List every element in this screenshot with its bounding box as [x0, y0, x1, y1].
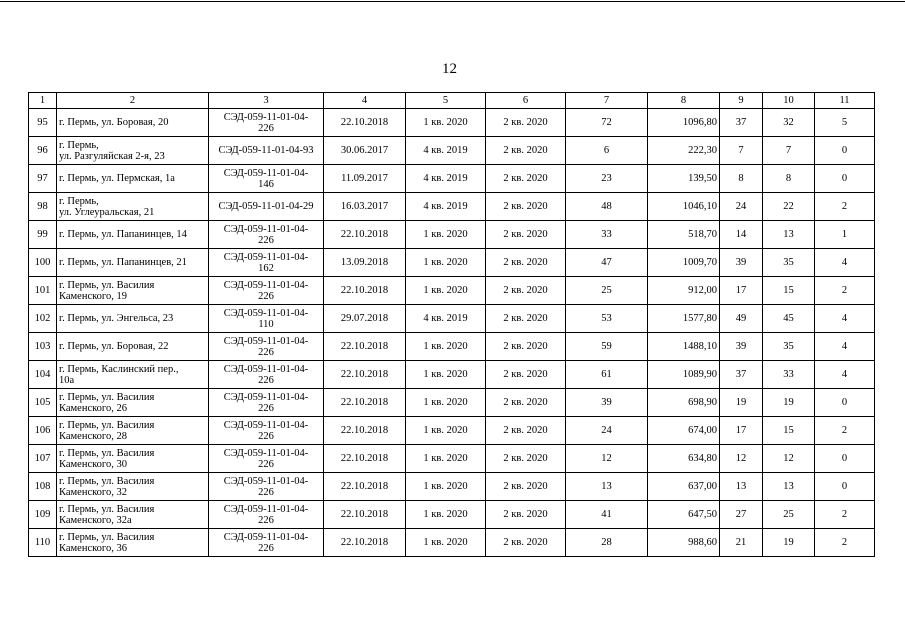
column-header: 4 [324, 93, 406, 109]
document-date-cell: 22.10.2018 [324, 109, 406, 137]
table-row [29, 109, 875, 137]
row-number-cell: 108 [29, 473, 57, 501]
row-number-cell: 96 [29, 137, 57, 165]
end-period-cell: 2 кв. 2020 [486, 249, 566, 277]
column-header: 1 [29, 93, 57, 109]
row-number-cell: 95 [29, 109, 57, 137]
area-cell: 698,90 [648, 389, 720, 417]
residents-count-cell: 33 [566, 221, 648, 249]
municipal-count-cell: 0 [815, 389, 875, 417]
end-period-cell: 2 кв. 2020 [486, 473, 566, 501]
owners-count-cell: 13 [763, 473, 815, 501]
document-date-cell: 22.10.2018 [324, 501, 406, 529]
table-row [29, 389, 875, 417]
document-date-cell: 22.10.2018 [324, 473, 406, 501]
address-cell: г. Пермь, ул. Пермская, 1а [57, 165, 209, 193]
owners-count-cell: 7 [763, 137, 815, 165]
table-row [29, 417, 875, 445]
start-period-cell: 1 кв. 2020 [406, 389, 486, 417]
start-period-cell: 4 кв. 2019 [406, 193, 486, 221]
residents-count-cell: 72 [566, 109, 648, 137]
flats-count-cell: 21 [720, 529, 763, 557]
address-cell: г. Пермь, ул. Василия Каменского, 28 [57, 417, 209, 445]
area-cell: 1089,90 [648, 361, 720, 389]
document-number-cell: СЭД-059-11-01-04- 226 [209, 389, 324, 417]
area-cell: 637,00 [648, 473, 720, 501]
document-number-cell: СЭД-059-11-01-04-29 [209, 193, 324, 221]
start-period-cell: 4 кв. 2019 [406, 137, 486, 165]
start-period-cell: 1 кв. 2020 [406, 473, 486, 501]
table-row [29, 529, 875, 557]
area-cell: 647,50 [648, 501, 720, 529]
area-cell: 1009,70 [648, 249, 720, 277]
end-period-cell: 2 кв. 2020 [486, 417, 566, 445]
column-header: 9 [720, 93, 763, 109]
area-cell: 1046,10 [648, 193, 720, 221]
owners-count-cell: 12 [763, 445, 815, 473]
municipal-count-cell: 2 [815, 277, 875, 305]
start-period-cell: 1 кв. 2020 [406, 277, 486, 305]
area-cell: 1577,80 [648, 305, 720, 333]
address-cell: г. Пермь, ул. Папанинцев, 21 [57, 249, 209, 277]
column-header: 5 [406, 93, 486, 109]
flats-count-cell: 27 [720, 501, 763, 529]
housing-register-table [28, 92, 875, 557]
flats-count-cell: 37 [720, 109, 763, 137]
owners-count-cell: 15 [763, 417, 815, 445]
owners-count-cell: 15 [763, 277, 815, 305]
start-period-cell: 1 кв. 2020 [406, 333, 486, 361]
end-period-cell: 2 кв. 2020 [486, 529, 566, 557]
municipal-count-cell: 0 [815, 473, 875, 501]
document-date-cell: 22.10.2018 [324, 333, 406, 361]
area-cell: 222,30 [648, 137, 720, 165]
start-period-cell: 1 кв. 2020 [406, 529, 486, 557]
document-number-cell: СЭД-059-11-01-04- 146 [209, 165, 324, 193]
address-cell: г. Пермь, Каслинский пер., 10а [57, 361, 209, 389]
residents-count-cell: 47 [566, 249, 648, 277]
document-number-cell: СЭД-059-11-01-04- 226 [209, 473, 324, 501]
document-date-cell: 22.10.2018 [324, 361, 406, 389]
address-cell: г. Пермь, ул. Боровая, 20 [57, 109, 209, 137]
start-period-cell: 1 кв. 2020 [406, 109, 486, 137]
residents-count-cell: 23 [566, 165, 648, 193]
area-cell: 988,60 [648, 529, 720, 557]
start-period-cell: 1 кв. 2020 [406, 445, 486, 473]
column-header: 11 [815, 93, 875, 109]
municipal-count-cell: 2 [815, 529, 875, 557]
document-date-cell: 22.10.2018 [324, 277, 406, 305]
residents-count-cell: 61 [566, 361, 648, 389]
owners-count-cell: 19 [763, 529, 815, 557]
row-number-cell: 107 [29, 445, 57, 473]
end-period-cell: 2 кв. 2020 [486, 165, 566, 193]
end-period-cell: 2 кв. 2020 [486, 193, 566, 221]
page-number: 12 [442, 61, 457, 77]
municipal-count-cell: 4 [815, 333, 875, 361]
flats-count-cell: 7 [720, 137, 763, 165]
column-header: 8 [648, 93, 720, 109]
end-period-cell: 2 кв. 2020 [486, 109, 566, 137]
address-cell: г. Пермь, ул. Василия Каменского, 36 [57, 529, 209, 557]
table-row [29, 305, 875, 333]
document-date-cell: 22.10.2018 [324, 445, 406, 473]
row-number-cell: 103 [29, 333, 57, 361]
document-number-cell: СЭД-059-11-01-04- 226 [209, 333, 324, 361]
flats-count-cell: 39 [720, 333, 763, 361]
row-number-cell: 110 [29, 529, 57, 557]
address-cell: г. Пермь, ул. Папанинцев, 14 [57, 221, 209, 249]
row-number-cell: 98 [29, 193, 57, 221]
table-row [29, 137, 875, 165]
area-cell: 1488,10 [648, 333, 720, 361]
residents-count-cell: 39 [566, 389, 648, 417]
header-row [29, 93, 875, 109]
document-number-cell: СЭД-059-11-01-04- 226 [209, 501, 324, 529]
end-period-cell: 2 кв. 2020 [486, 137, 566, 165]
address-cell: г. Пермь, ул. Боровая, 22 [57, 333, 209, 361]
municipal-count-cell: 0 [815, 137, 875, 165]
area-cell: 139,50 [648, 165, 720, 193]
owners-count-cell: 25 [763, 501, 815, 529]
end-period-cell: 2 кв. 2020 [486, 445, 566, 473]
table-row [29, 221, 875, 249]
row-number-cell: 105 [29, 389, 57, 417]
document-date-cell: 22.10.2018 [324, 417, 406, 445]
municipal-count-cell: 4 [815, 305, 875, 333]
document-number-cell: СЭД-059-11-01-04- 226 [209, 529, 324, 557]
start-period-cell: 1 кв. 2020 [406, 249, 486, 277]
area-cell: 674,00 [648, 417, 720, 445]
residents-count-cell: 6 [566, 137, 648, 165]
table-row [29, 249, 875, 277]
start-period-cell: 1 кв. 2020 [406, 221, 486, 249]
address-cell: г. Пермь, ул. Василия Каменского, 32 [57, 473, 209, 501]
row-number-cell: 101 [29, 277, 57, 305]
document-number-cell: СЭД-059-11-01-04- 226 [209, 445, 324, 473]
document-number-cell: СЭД-059-11-01-04- 226 [209, 221, 324, 249]
document-date-cell: 29.07.2018 [324, 305, 406, 333]
residents-count-cell: 53 [566, 305, 648, 333]
owners-count-cell: 19 [763, 389, 815, 417]
flats-count-cell: 14 [720, 221, 763, 249]
flats-count-cell: 19 [720, 389, 763, 417]
municipal-count-cell: 0 [815, 165, 875, 193]
residents-count-cell: 13 [566, 473, 648, 501]
row-number-cell: 97 [29, 165, 57, 193]
area-cell: 1096,80 [648, 109, 720, 137]
municipal-count-cell: 1 [815, 221, 875, 249]
start-period-cell: 4 кв. 2019 [406, 305, 486, 333]
table-body [29, 109, 875, 557]
owners-count-cell: 8 [763, 165, 815, 193]
document-date-cell: 13.09.2018 [324, 249, 406, 277]
end-period-cell: 2 кв. 2020 [486, 501, 566, 529]
document-date-cell: 11.09.2017 [324, 165, 406, 193]
municipal-count-cell: 2 [815, 193, 875, 221]
document-date-cell: 22.10.2018 [324, 529, 406, 557]
top-border-line [0, 1, 905, 2]
document-number-cell: СЭД-059-11-01-04- 226 [209, 109, 324, 137]
residents-count-cell: 24 [566, 417, 648, 445]
flats-count-cell: 37 [720, 361, 763, 389]
document-number-cell: СЭД-059-11-01-04- 110 [209, 305, 324, 333]
flats-count-cell: 8 [720, 165, 763, 193]
document-date-cell: 22.10.2018 [324, 389, 406, 417]
owners-count-cell: 45 [763, 305, 815, 333]
address-cell: г. Пермь, ул. Василия Каменского, 32а [57, 501, 209, 529]
end-period-cell: 2 кв. 2020 [486, 389, 566, 417]
document-number-cell: СЭД-059-11-01-04- 226 [209, 277, 324, 305]
column-header: 3 [209, 93, 324, 109]
table-row [29, 501, 875, 529]
residents-count-cell: 59 [566, 333, 648, 361]
owners-count-cell: 35 [763, 249, 815, 277]
document-date-cell: 22.10.2018 [324, 221, 406, 249]
municipal-count-cell: 2 [815, 417, 875, 445]
end-period-cell: 2 кв. 2020 [486, 277, 566, 305]
row-number-cell: 106 [29, 417, 57, 445]
table-row [29, 277, 875, 305]
residents-count-cell: 25 [566, 277, 648, 305]
row-number-cell: 109 [29, 501, 57, 529]
owners-count-cell: 33 [763, 361, 815, 389]
table-row [29, 445, 875, 473]
row-number-cell: 100 [29, 249, 57, 277]
address-cell: г. Пермь, ул. Василия Каменского, 30 [57, 445, 209, 473]
column-header: 6 [486, 93, 566, 109]
column-header: 2 [57, 93, 209, 109]
address-cell: г. Пермь, ул. Василия Каменского, 26 [57, 389, 209, 417]
address-cell: г. Пермь, ул. Углеуральская, 21 [57, 193, 209, 221]
flats-count-cell: 39 [720, 249, 763, 277]
table-row [29, 333, 875, 361]
area-cell: 912,00 [648, 277, 720, 305]
row-number-cell: 102 [29, 305, 57, 333]
flats-count-cell: 13 [720, 473, 763, 501]
flats-count-cell: 17 [720, 417, 763, 445]
municipal-count-cell: 2 [815, 501, 875, 529]
table-row [29, 473, 875, 501]
row-number-cell: 99 [29, 221, 57, 249]
residents-count-cell: 48 [566, 193, 648, 221]
address-cell: г. Пермь, ул. Василия Каменского, 19 [57, 277, 209, 305]
owners-count-cell: 13 [763, 221, 815, 249]
flats-count-cell: 17 [720, 277, 763, 305]
start-period-cell: 1 кв. 2020 [406, 361, 486, 389]
residents-count-cell: 28 [566, 529, 648, 557]
table-row [29, 165, 875, 193]
document-date-cell: 30.06.2017 [324, 137, 406, 165]
area-cell: 634,80 [648, 445, 720, 473]
document-number-cell: СЭД-059-11-01-04- 226 [209, 361, 324, 389]
start-period-cell: 4 кв. 2019 [406, 165, 486, 193]
owners-count-cell: 22 [763, 193, 815, 221]
end-period-cell: 2 кв. 2020 [486, 361, 566, 389]
table-row [29, 193, 875, 221]
start-period-cell: 1 кв. 2020 [406, 417, 486, 445]
address-cell: г. Пермь, ул. Энгельса, 23 [57, 305, 209, 333]
document-date-cell: 16.03.2017 [324, 193, 406, 221]
residents-count-cell: 41 [566, 501, 648, 529]
column-header: 7 [566, 93, 648, 109]
residents-count-cell: 12 [566, 445, 648, 473]
document-number-cell: СЭД-059-11-01-04- 162 [209, 249, 324, 277]
row-number-cell: 104 [29, 361, 57, 389]
owners-count-cell: 32 [763, 109, 815, 137]
start-period-cell: 1 кв. 2020 [406, 501, 486, 529]
table-row [29, 361, 875, 389]
end-period-cell: 2 кв. 2020 [486, 333, 566, 361]
document-number-cell: СЭД-059-11-01-04- 226 [209, 417, 324, 445]
owners-count-cell: 35 [763, 333, 815, 361]
flats-count-cell: 12 [720, 445, 763, 473]
end-period-cell: 2 кв. 2020 [486, 305, 566, 333]
end-period-cell: 2 кв. 2020 [486, 221, 566, 249]
document-number-cell: СЭД-059-11-01-04-93 [209, 137, 324, 165]
municipal-count-cell: 4 [815, 361, 875, 389]
flats-count-cell: 49 [720, 305, 763, 333]
address-cell: г. Пермь, ул. Разгуляйская 2-я, 23 [57, 137, 209, 165]
municipal-count-cell: 0 [815, 445, 875, 473]
area-cell: 518,70 [648, 221, 720, 249]
column-header: 10 [763, 93, 815, 109]
municipal-count-cell: 5 [815, 109, 875, 137]
municipal-count-cell: 4 [815, 249, 875, 277]
flats-count-cell: 24 [720, 193, 763, 221]
